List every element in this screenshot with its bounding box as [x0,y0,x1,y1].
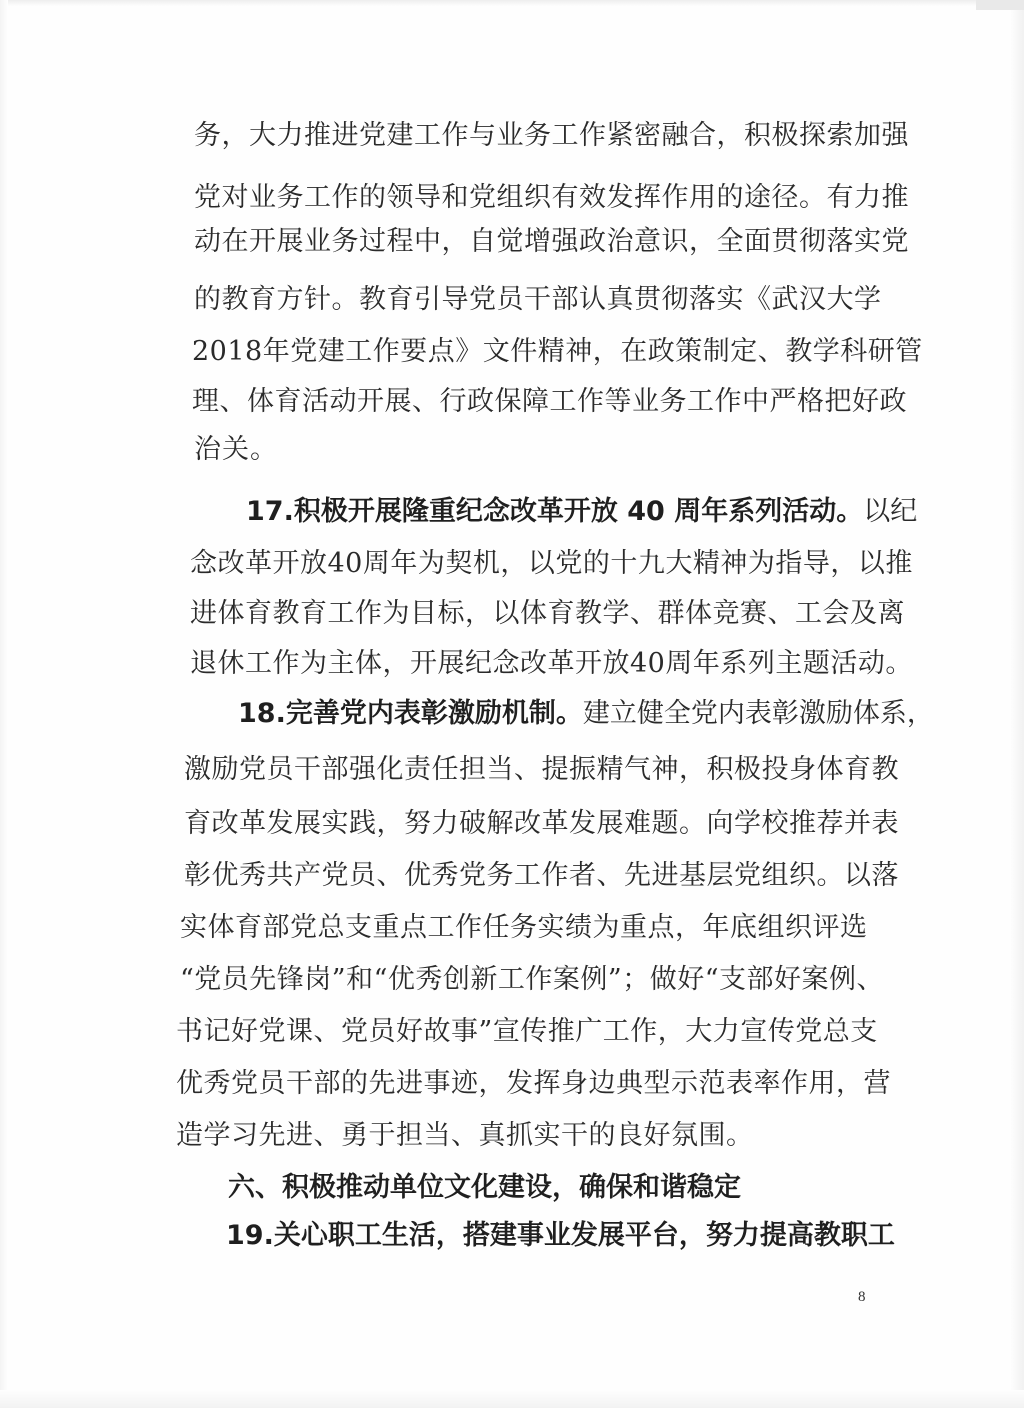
section-18-line [238,696,934,732]
section-19-heading: 19.关心职工生活，搭建事业发展平台，努力提高教职工 [226,1220,895,1251]
text-line: 造学习先进、勇于担当、真抓实干的良好氛围。 [176,1120,754,1151]
text-line: 优秀党员干部的先进事迹，发挥身边典型示范表率作用，营 [176,1068,891,1099]
text-line: “党员先锋岗”和“优秀创新工作案例”；做好“支部好案例、 [180,964,885,995]
text-line: 实体育部党总支重点工作任务实绩为重点，年底组织评选 [180,912,868,943]
section-6-heading: 六、积极推动单位文化建设，确保和谐稳定 [228,1172,741,1203]
text-line: 激励党员干部强化责任担当、提振精气神，积极投身体育教 [184,754,899,785]
text-line: 进体育教育工作为目标，以体育教学、群体竞赛、工会及离 [190,598,905,629]
page-number: 8 [858,1289,866,1305]
scan-edge-top [0,0,1024,6]
section-18-heading: 18.完善党内表彰激励机制。 [238,698,583,729]
text-line: 2018年党建工作要点》文件精神，在政策制定、教学科研管 [192,336,923,367]
text-line: 动在开展业务过程中，自觉增强政治意识，全面贯彻落实党 [194,226,909,257]
text-line: 念改革开放40周年为契机，以党的十九大精神为指导，以推 [190,548,913,579]
scan-corner [976,0,1024,10]
text-line: 党对业务工作的领导和党组织有效发挥作用的途径。有力推 [194,182,909,213]
text-line: 务，大力推进党建工作与业务工作紧密融合，积极探索加强 [194,120,909,151]
text-line: 育改革发展实践，努力破解改革发展难题。向学校推荐并表 [184,808,899,839]
text-line: 理、体育活动开展、行政保障工作等业务工作中严格把好政 [192,386,907,417]
text-line: 退休工作为主体，开展纪念改革开放40周年系列主题活动。 [190,648,913,679]
scan-edge-bottom [0,1390,1024,1408]
text-line: 建立健全党内表彰激励体系， [582,698,934,729]
text-line: 以纪 [863,496,918,527]
text-line: 的教育方针。教育引导党员干部认真贯彻落实《武汉大学 [194,284,882,315]
section-17-heading: 17.积极开展隆重纪念改革开放 40 周年系列活动。 [246,496,864,527]
scan-edge-right [1010,0,1024,1408]
text-line: 治关。 [194,434,278,465]
scan-edge-left [0,0,8,1408]
text-line: 书记好党课、党员好故事”宣传推广工作，大力宣传党总支 [176,1016,878,1047]
section-17-line [246,494,918,530]
text-line: 彰优秀共产党员、优秀党务工作者、先进基层党组织。以落 [184,860,899,891]
